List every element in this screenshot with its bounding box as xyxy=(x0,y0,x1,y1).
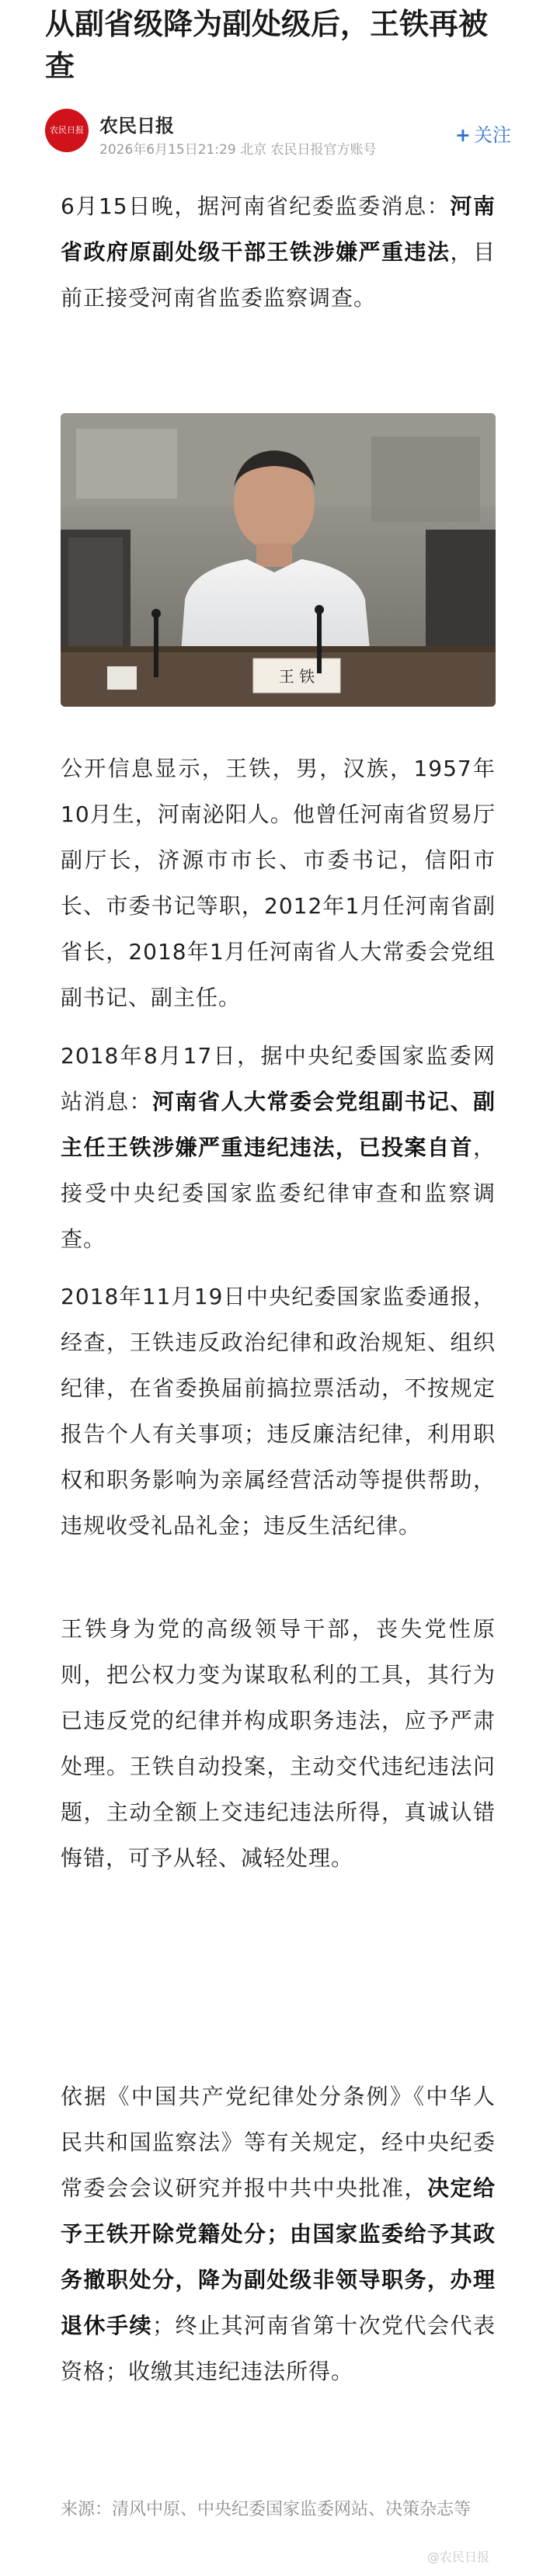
nameplate-text: 王 铁 xyxy=(278,667,315,686)
author-avatar[interactable]: 农民日报 xyxy=(45,109,89,152)
text-run: 2018年8月17日，据中央纪委国家监委网站消息： xyxy=(61,1043,496,1114)
author-name[interactable]: 农民日报 xyxy=(99,115,174,137)
text-run: 依据《中国共产党纪律处分条例》《中华人民共和国监察法》等有关规定，经中央纪委常委会会议研究并报中共中央批准， xyxy=(61,2084,496,2201)
follow-label: 关注 xyxy=(474,124,511,146)
article-title: 从副省级降为副处级后，王铁再被查 xyxy=(45,7,489,83)
text-run: 2018年11月19日中央纪委国家监委通报，经查，王铁违反政治纪律和政治规矩、组织纪律，在省委换届前搞拉票活动，不按规定报告个人有关事项；违反廉洁纪律，利用职权和职务影响为亲属经营活动等提供帮助，违规收受礼品礼金；违反生活纪律。 xyxy=(61,1284,496,1538)
official-photo-illustration xyxy=(61,413,496,707)
bold-text-run: 河南省人大常委会党组副书记、副主任王铁涉嫌严重违纪违法，已投案自首 xyxy=(61,1089,496,1160)
text-run: ，接受中央纪委国家监委纪律审查和监察调查。 xyxy=(61,1135,496,1252)
article-paragraph xyxy=(61,1274,496,1549)
bold-text-run: 河南省政府原副处级干部王铁涉嫌严重违法 xyxy=(61,193,496,265)
article-paragraph xyxy=(61,183,496,321)
article-paragraph xyxy=(61,1033,496,1262)
source-note: 来源：清风中原、中央纪委国家监委网站、决策杂志等 xyxy=(61,2500,472,2519)
text-run: ；终止其河南省第十次党代会代表资格；收缴其违纪违法所得。 xyxy=(61,2313,496,2384)
text-run: ，目前正接受河南省监委监察调查。 xyxy=(61,239,496,311)
article-paragraph xyxy=(61,1606,496,1881)
author-row xyxy=(45,107,511,162)
publish-meta: 2026年6月15日21:29 北京 农民日报官方账号 xyxy=(99,142,377,158)
article-paragraph xyxy=(61,2074,496,2394)
article-paragraph xyxy=(61,746,496,1020)
text-run: 王铁身为党的高级领导干部，丧失党性原则，把公权力变为谋取私利的工具，其行为已违反党的纪律并构成职务违法，应予严肃处理。王铁自动投案，主动交代违纪违法问题，主动全额上交违纪违法所得，真诚认错悔错，可予从轻、减轻处理。 xyxy=(61,1616,496,1871)
bold-text-run: 决定给予王铁开除党籍处分；由国家监委给予其政务撤职处分，降为副处级非领导职务，办理退休手续 xyxy=(61,2175,496,2338)
article-photo xyxy=(61,413,496,707)
follow-button[interactable] xyxy=(455,120,511,147)
text-run: 公开信息显示，王铁，男，汉族，1957年10月生，河南泌阳人。他曾任河南省贸易厅副厅长，济源市市长、市委书记，信阳市长、市委书记等职，2012年1月任河南省副省长，2018年1月任河南省人大常委会党组副书记、副主任。 xyxy=(61,756,496,1010)
weibo-watermark: @农民日报 xyxy=(426,2550,489,2564)
plus-icon: + xyxy=(454,124,471,146)
text-run: 6月15日晚，据河南省纪委监委消息： xyxy=(61,193,451,219)
